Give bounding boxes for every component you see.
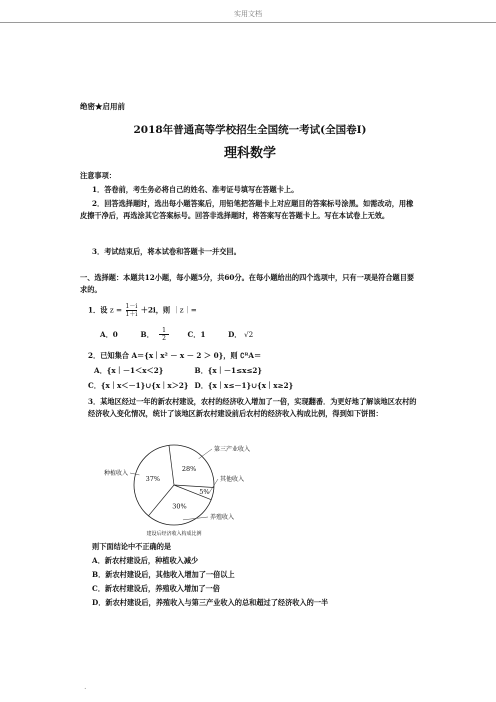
q2-options-row1 — [94, 365, 434, 377]
q1-option-b-num: 1 — [159, 327, 169, 335]
q1-option-b-den: 2 — [162, 335, 166, 342]
secret-label: 绝密★启用前 — [80, 102, 125, 111]
exam-title: 2018年普通高等学校招生全国统一考试(全国卷Ⅰ) — [133, 124, 367, 136]
section1-heading: 一、选择题：本题共12小题，每小题5分，共60分。在每小题给出的四个选项中，只有一项是符合题目要求的。 — [80, 273, 415, 294]
pie-slice-percent: 28% — [181, 464, 197, 473]
pie-slice-label: 种植收入 — [103, 470, 128, 477]
q2-option-c: C．{x｜x＜－1}∪{x｜x＞2} — [88, 381, 189, 390]
q1-suffix: ｜z｜= — [172, 305, 197, 315]
note-item-1: 1．答卷前，考生务必将自己的姓名、准考证号填写在答题卡上。 — [92, 185, 299, 194]
q3-option-c: C．新农村建设后，养殖收入增加了一倍 — [92, 584, 220, 593]
q3-option-b: B．新农村建设后，其他收入增加了一倍以上 — [92, 570, 235, 579]
q3-after: 则下面结论中不正确的是 — [92, 542, 172, 551]
q1-option-c: C．1 — [187, 329, 206, 339]
notes-heading: 注意事项： — [80, 171, 116, 180]
q3-stem: 3．某地区经过一年的新农村建设，农村的经济收入增加了一倍，实现翻番．为更好地了解该地区农村的经济收入变化情况，统计了该地区新农村建设前后农村的经济收入构成比例，得到如下饼图： — [88, 397, 417, 418]
pie-slice-label: 第三产业收入 — [214, 446, 251, 453]
q1-option-d-label: D． — [228, 329, 242, 339]
q1-z: z = — [109, 305, 123, 315]
exam-subtitle: 理科数学 — [223, 146, 276, 161]
pie-leader-line — [199, 449, 212, 459]
q1-formula-right: ＋2i，则 — [140, 305, 171, 315]
note-item-3: 3．考试结束后，将本试卷和答题卡一并交回。 — [92, 247, 241, 256]
q1-frac-num: 1－i — [125, 303, 138, 310]
q2-option-b: B．{x｜－1≤x≤2} — [194, 366, 263, 375]
note-item-2: 2．回答选择题时，选出每小题答案后，用铅笔把答题卡上对应题目的答案标号涂黑。如需改动，用橡皮擦干净后，再选涂其它答案标号。回答非选择题时，将答案写在答题卡上。写在本试卷上无效。 — [80, 199, 414, 220]
pie-slice-percent: 37% — [145, 474, 161, 483]
header-text: 实用文档 — [234, 10, 262, 18]
header-divider — [0, 22, 496, 23]
q1-option-b-label: B． — [140, 329, 154, 339]
q1-fraction — [126, 303, 138, 318]
pie-slice-percent: 30% — [172, 502, 187, 511]
q1-option-b-fraction — [159, 327, 169, 342]
q2-stem: 2．已知集合 A＝{x｜x² － x － 2 ＞ 0}，则 ∁ᴿA＝ — [88, 351, 262, 360]
q1-stem — [88, 303, 428, 318]
q1-option-d-value: √2 — [244, 329, 254, 339]
pie-group — [104, 445, 250, 525]
q1-prefix: 1．设 — [88, 305, 108, 315]
footer-dot: . — [84, 682, 87, 691]
q1-option-a: A．0 — [100, 329, 118, 339]
q2-options-row2 — [88, 380, 428, 392]
q2-option-a: A．{x｜－1＜x＜2} — [94, 366, 164, 375]
q3-option-a: A．新农村建设后，种植收入减少 — [92, 556, 199, 565]
q2-option-d: D．{x｜x≤－1}∪{x｜x≥2} — [194, 381, 294, 390]
pie-slice-label: 其他收入 — [220, 476, 245, 483]
pie-slice-label: 养殖收入 — [210, 514, 235, 521]
q3-option-d: D．新农村建设后，养殖收入与第三产业收入的总和超过了经济收入的一半 — [92, 598, 329, 607]
q1-frac-den: 1＋i — [125, 311, 138, 318]
pie-title: 建设后经济收入构成比例 — [146, 531, 202, 537]
q1-options — [100, 327, 440, 342]
income-pie-chart — [94, 441, 264, 541]
pie-slice-percent: 5% — [199, 487, 210, 496]
